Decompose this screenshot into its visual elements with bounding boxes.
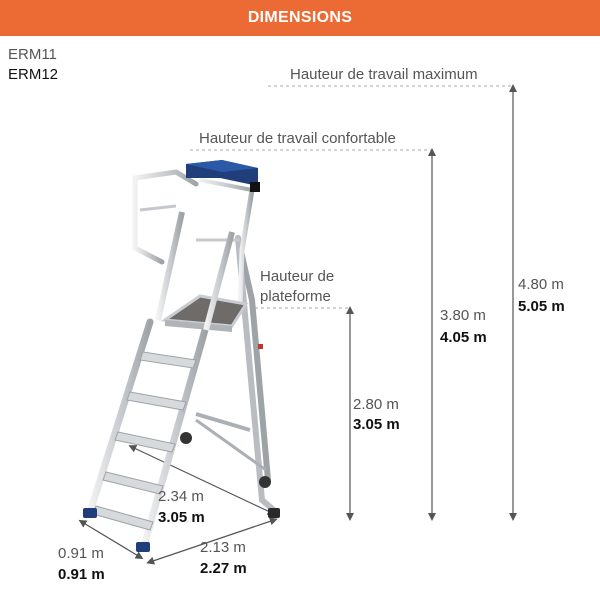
comfort-height-erm11: 3.80 m	[440, 307, 486, 324]
label-comfort-work-height: Hauteur de travail confortable	[199, 130, 396, 147]
width-erm12: 0.91 m	[58, 566, 105, 583]
header-title: DIMENSIONS	[247, 9, 353, 26]
label-max-work-height: Hauteur de travail maximum	[290, 66, 478, 83]
model-erm12: ERM12	[8, 66, 59, 83]
label-platform-height-line2: plateforme	[260, 288, 331, 305]
length-bottom-erm11: 2.13 m	[200, 539, 246, 556]
max-height-erm11: 4.80 m	[518, 276, 564, 293]
max-height-erm12: 5.05 m	[518, 298, 565, 315]
model-erm11: ERM11	[8, 46, 57, 63]
platform-height-erm11: 2.80 m	[353, 396, 399, 413]
comfort-height-erm12: 4.05 m	[440, 329, 487, 346]
width-erm11: 0.91 m	[58, 545, 104, 562]
length-top-erm11: 2.34 m	[158, 488, 204, 505]
length-top-erm12: 3.05 m	[158, 509, 205, 526]
length-bottom-erm12: 2.27 m	[200, 560, 247, 577]
label-platform-height-line1: Hauteur de	[260, 268, 335, 285]
platform-height-erm12: 3.05 m	[353, 416, 400, 433]
